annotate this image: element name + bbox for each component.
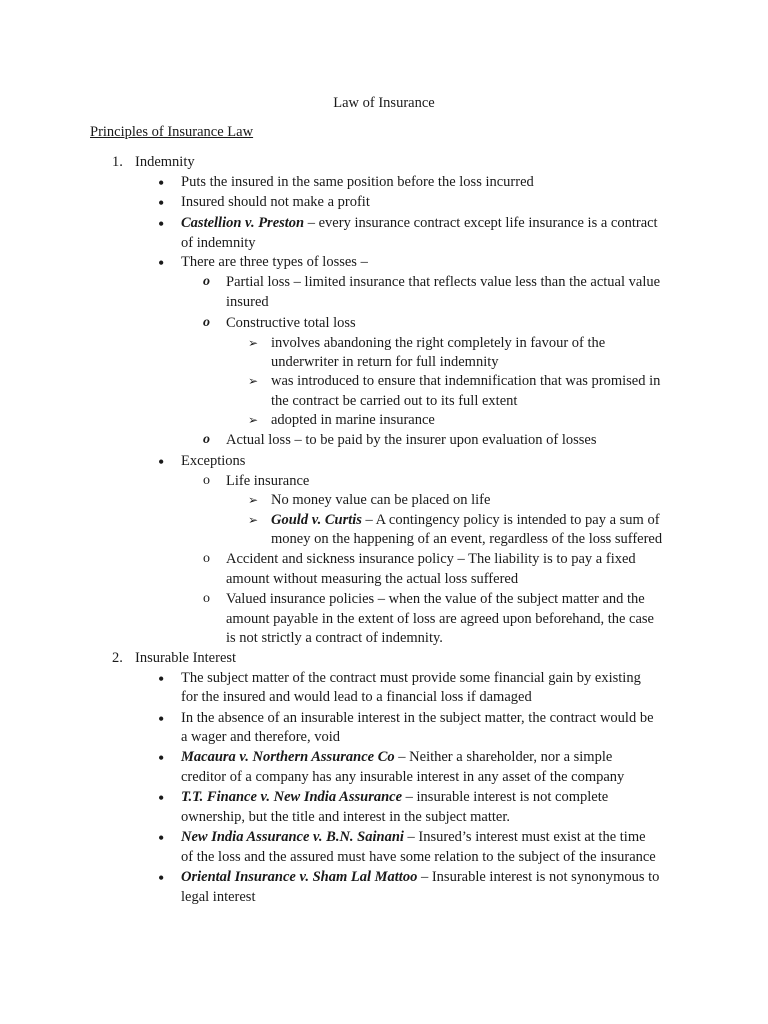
- list-number-2: 2.: [112, 650, 123, 666]
- list-item-cont: of the loss and the assured must have some relation to the subject of the insurance: [181, 849, 656, 865]
- arrow-item: No money value can be placed on life: [271, 492, 491, 508]
- sub-item: Valued insurance policies – when the value of the subject matter and the: [226, 591, 645, 607]
- list-item-cont: ownership, but the title and interest in the subject matter.: [181, 809, 510, 825]
- case-text: – every insurance contract except life insurance is a contract: [304, 215, 658, 231]
- sub-item-cont: amount payable in the extent of loss are agreed upon beforehand, the case: [226, 611, 654, 627]
- bullet-icon: •: [158, 253, 165, 273]
- list-item: [181, 868, 659, 886]
- arrow-item-cont: the contract be carried out to its full extent: [271, 393, 518, 409]
- arrow-item: adopted in marine insurance: [271, 412, 435, 428]
- case-name: Gould v. Curtis: [271, 512, 362, 528]
- arrow-bullet-icon: ➢: [248, 374, 259, 388]
- bullet-icon: •: [158, 193, 165, 213]
- arrow-item: [271, 511, 660, 529]
- sub-bullet-icon: o: [203, 274, 210, 289]
- sub-bullet-icon: o: [203, 591, 210, 606]
- sub-bullet-icon: o: [203, 551, 210, 566]
- list-item: [181, 828, 646, 846]
- list-item-cont: creditor of a company has any insurable interest in any asset of the company: [181, 769, 625, 785]
- section-heading: Principles of Insurance Law: [90, 124, 254, 140]
- bullet-icon: •: [158, 709, 165, 729]
- bullet-icon: •: [158, 828, 165, 848]
- sub-item-cont: amount without measuring the actual loss suffered: [226, 571, 519, 587]
- bullet-icon: •: [158, 669, 165, 689]
- arrow-item-cont: money on the happening of an event, regardless of the loss suffered: [271, 531, 663, 547]
- sub-item: Actual loss – to be paid by the insurer upon evaluation of losses: [226, 432, 597, 448]
- bullet-icon: •: [158, 173, 165, 193]
- list-item: Insured should not make a profit: [181, 194, 370, 210]
- bullet-icon: •: [158, 214, 165, 234]
- document-title: Law of Insurance: [333, 95, 435, 111]
- list-item-cont: legal interest: [181, 889, 256, 905]
- sub-bullet-icon: o: [203, 315, 210, 330]
- bullet-icon: •: [158, 868, 165, 888]
- list-item: The subject matter of the contract must provide some financial gain by existing: [181, 670, 641, 686]
- bullet-icon: •: [158, 748, 165, 768]
- list-item: Puts the insured in the same position before the loss incurred: [181, 174, 534, 190]
- case-text: – Insured’s interest must exist at the time: [403, 829, 646, 845]
- bullet-icon: •: [158, 788, 165, 808]
- arrow-item: was introduced to ensure that indemnification that was promised in: [271, 373, 661, 389]
- list-item-cont: for the insured and would lead to a financial loss if damaged: [181, 689, 532, 705]
- sub-item-cont: is not strictly a contract of indemnity.: [226, 630, 443, 646]
- list-item: [181, 214, 658, 232]
- sub-bullet-icon: o: [203, 432, 210, 447]
- case-name: Oriental Insurance v. Sham Lal Mattoo: [181, 869, 418, 885]
- list-number-1: 1.: [112, 154, 123, 170]
- case-name: T.T. Finance v. New India Assurance: [181, 789, 403, 805]
- list-item: [181, 748, 612, 766]
- sub-item: Constructive total loss: [226, 315, 356, 331]
- sub-bullet-icon: o: [203, 473, 210, 488]
- case-text: – insurable interest is not complete: [402, 789, 609, 805]
- case-name: Macaura v. Northern Assurance Co: [181, 749, 395, 765]
- list-item-cont: a wager and therefore, void: [181, 729, 341, 745]
- case-text: – Insurable interest is not synonymous to: [417, 869, 660, 885]
- list-item: Exceptions: [181, 453, 246, 469]
- case-name: Castellion v. Preston: [181, 215, 305, 231]
- sub-item: Life insurance: [226, 473, 310, 489]
- bullet-icon: •: [158, 452, 165, 472]
- arrow-bullet-icon: ➢: [248, 513, 259, 527]
- arrow-bullet-icon: ➢: [248, 336, 259, 350]
- list-item: In the absence of an insurable interest in the subject matter, the contract would be: [181, 710, 654, 726]
- case-text: – A contingency policy is intended to pay a sum of: [361, 512, 660, 528]
- list-item-cont: of indemnity: [181, 235, 256, 251]
- case-text: – Neither a shareholder, nor a simple: [394, 749, 613, 765]
- arrow-bullet-icon: ➢: [248, 413, 259, 427]
- arrow-item-cont: underwriter in return for full indemnity: [271, 354, 499, 370]
- sub-item: Accident and sickness insurance policy – The liability is to pay a fixed: [226, 551, 636, 567]
- list-item: There are three types of losses –: [181, 254, 368, 270]
- item-heading-indemnity: Indemnity: [135, 154, 195, 170]
- list-item: [181, 788, 608, 806]
- case-name: New India Assurance v. B.N. Sainani: [181, 829, 404, 845]
- item-heading-insurable-interest: Insurable Interest: [135, 650, 237, 666]
- sub-item: Partial loss – limited insurance that reflects value less than the actual value: [226, 274, 661, 290]
- arrow-bullet-icon: ➢: [248, 493, 259, 507]
- arrow-item: involves abandoning the right completely in favour of the: [271, 335, 606, 351]
- sub-item-cont: insured: [226, 294, 269, 310]
